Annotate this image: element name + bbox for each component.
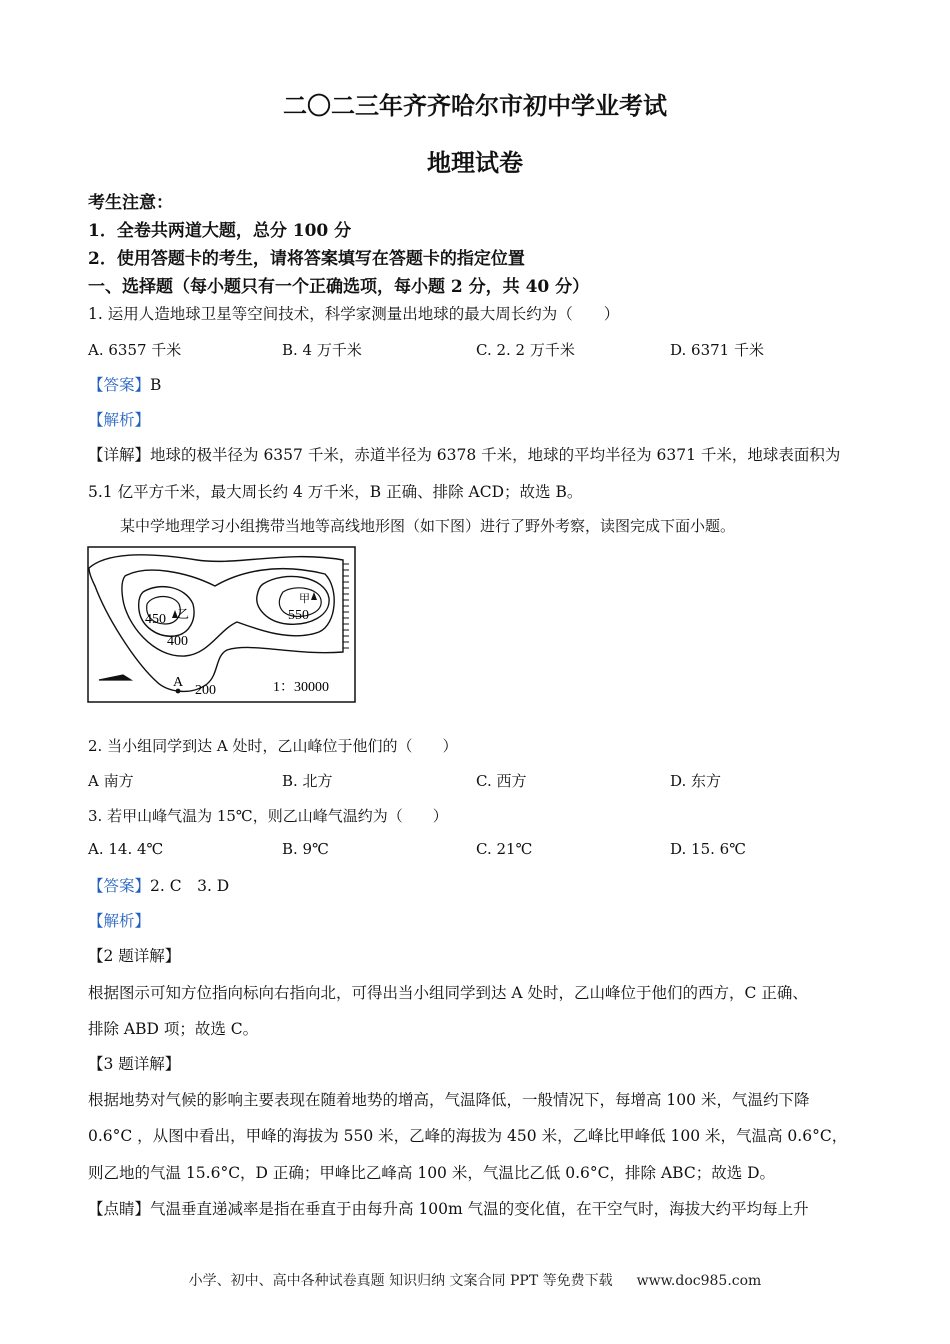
q1-analysis-label: 【解析】 <box>88 411 151 429</box>
q1-option-a: A. 6357 千米 <box>88 341 182 359</box>
q2-detail-line-1: 根据图示可知方位指向标向右指向北，可得出当小组同学到达 A 处时，乙山峰位于他们的西方，C 正确、 <box>88 984 808 1002</box>
q2-option-b: B. 北方 <box>282 772 333 790</box>
page-title: 二〇二三年齐齐哈尔市初中学业考试 <box>283 91 667 120</box>
notice-item-2: 2．使用答题卡的考生，请将答案填写在答题卡的指定位置 <box>88 249 525 269</box>
q1-detail-line-2: 5.1 亿平方千米，最大周长约 4 万千米，B 正确、排除 ACD；故选 B。 <box>88 483 583 501</box>
q3-detail-line-3: 则乙地的气温 15.6°C，D 正确；甲峰比乙峰高 100 米，气温比乙低 0.6°C，排除 ABC；故选 D。 <box>88 1164 776 1182</box>
q2-detail-label: 【2 题详解】 <box>88 947 181 965</box>
q1-answer <box>88 373 161 395</box>
q1-stem: 1. 运用人造地球卫星等空间技术，科学家测量出地球的最大周长约为（ ） <box>88 305 620 323</box>
q23-answer-label: 【答案】 <box>88 877 151 895</box>
tip-label: 【点睛】 <box>88 1200 151 1218</box>
q3-option-d: D. 15. 6℃ <box>670 840 746 858</box>
q1-option-d: D. 6371 千米 <box>670 341 764 359</box>
q1-answer-value: B <box>150 376 162 394</box>
q23-answer <box>88 874 229 896</box>
q3-option-b: B. 9℃ <box>282 840 329 858</box>
q2-stem: 2. 当小组同学到达 A 处时，乙山峰位于他们的（ ） <box>88 737 458 755</box>
map-intro: 某中学地理学习小组携带当地等高线地形图（如下图）进行了野外考察，读图完成下面小题。 <box>120 517 736 535</box>
q3-option-c: C. 21℃ <box>476 840 533 858</box>
contour-label-550: 550 <box>288 608 309 623</box>
q23-answer-value: 2. C 3. D <box>150 877 230 895</box>
notice-item-1: 1．全卷共两道大题，总分 100 分 <box>88 221 352 241</box>
q1-detail-text: 地球的极半径为 6357 千米，赤道半径为 6378 千米，地球的平均半径为 6371 千米，地球表面积为 <box>150 446 841 464</box>
q3-stem: 3. 若甲山峰气温为 15℃，则乙山峰气温约为（ ） <box>88 807 448 825</box>
q3-detail-line-2: 0.6°C ，从图中看出，甲峰的海拔为 550 米，乙峰的海拔为 450 米，乙峰比甲峰低 100 米，气温高 0.6°C， <box>88 1127 848 1145</box>
point-a-label: A <box>173 675 184 690</box>
q1-detail-label: 【详解】 <box>88 446 151 464</box>
q1-option-c: C. 2. 2 万千米 <box>476 341 575 359</box>
q2-option-a: A 南方 <box>88 772 134 790</box>
peak-yi-label: 乙 <box>177 607 190 621</box>
footer-text: 小学、初中、高中各种试卷真题 知识归纳 文案合同 PPT 等免费下载 <box>188 1273 613 1289</box>
notice-heading: 考生注意： <box>88 193 173 213</box>
q2-option-c: C. 西方 <box>476 772 527 790</box>
contour-map <box>87 546 357 704</box>
q1-answer-label: 【答案】 <box>88 376 151 394</box>
contour-label-450: 450 <box>145 612 166 627</box>
tip-text: 气温垂直递减率是指在垂直于由每升高 100m 气温的变化值，在干空气时，海拔大约平均每上升 <box>150 1200 809 1218</box>
q1-detail-line-1 <box>88 443 840 465</box>
contour-label-200: 200 <box>195 683 216 698</box>
section-heading-choice: 一、选择题（每小题只有一个正确选项，每小题 2 分，共 40 分） <box>88 277 590 297</box>
page-footer <box>0 1270 950 1290</box>
q3-option-a: A. 14. 4℃ <box>88 840 164 858</box>
q2-detail-line-2: 排除 ABD 项；故选 C。 <box>88 1020 259 1038</box>
contour-label-400: 400 <box>167 634 188 649</box>
peak-jia-label: 甲 <box>299 593 310 605</box>
q23-analysis-label: 【解析】 <box>88 912 151 930</box>
map-scale: 1：30000 <box>273 680 329 695</box>
page-subtitle: 地理试卷 <box>427 148 523 177</box>
q2-option-d: D. 东方 <box>670 772 722 790</box>
q1-option-b: B. 4 万千米 <box>282 341 362 359</box>
q3-detail-line-1: 根据地势对气候的影响主要表现在随着地势的增高，气温降低，一般情况下，每增高 100 米，气温约下降 <box>88 1091 810 1109</box>
q3-detail-label: 【3 题详解】 <box>88 1055 181 1073</box>
tip-line <box>88 1197 809 1219</box>
footer-url[interactable]: www.doc985.com <box>636 1273 762 1289</box>
